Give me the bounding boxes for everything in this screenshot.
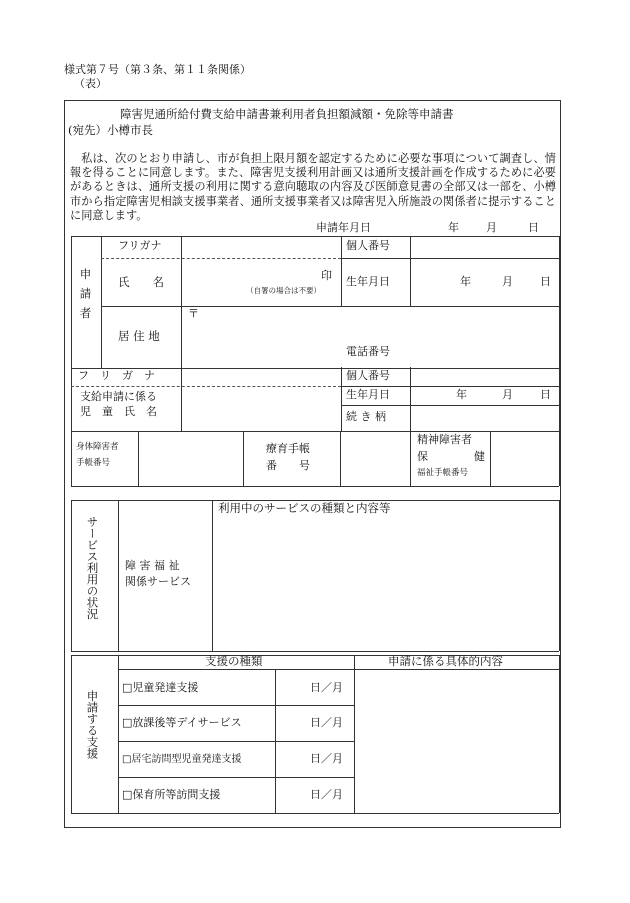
support-item-label[interactable]: □保育所等訪問支援 [122, 788, 221, 801]
support-item-label[interactable]: □放課後等デイサービス [122, 716, 242, 729]
physical-cert-label-line2: 手帳番号 [76, 458, 111, 468]
form-number: 様式第７号（第３条、第１１条関係） [64, 63, 251, 76]
form-title: 障害児通所給付費支給申請書兼利用者負担額減額・免除等申請書 [120, 107, 454, 121]
service-status-section-label: サービス利用の状況 [85, 516, 100, 620]
seal-label: 印 [321, 269, 332, 282]
application-date-month: 月 [486, 221, 497, 234]
child-birth-day: 日 [540, 388, 551, 401]
support-item-label[interactable]: □児童発達支援 [122, 681, 199, 694]
applicant-address-label: 居 住 地 [118, 329, 160, 343]
mental-cert-label-line1: 精神障害者 [417, 433, 472, 446]
welfare-service-label-line2: 関係サービス [125, 575, 191, 588]
applicant-birth-day: 日 [540, 275, 551, 288]
applicant-birthdate-label: 生年月日 [346, 275, 390, 288]
application-date-day: 日 [528, 221, 539, 234]
applicant-birth-month: 月 [502, 275, 513, 288]
physical-cert-label-line1: 身体障害者 [76, 442, 119, 452]
welfare-service-label-line1: 障 害 福 祉 [125, 559, 180, 572]
support-item-unit: 日／月 [310, 716, 343, 729]
ryoiku-label-line2: 番 号 [266, 459, 310, 472]
child-name-label-line2: 児 童 氏 名 [80, 405, 157, 418]
consent-paragraph: 私は、次のとおり申請し、市が負担上限月額を認定するために必要な事項について調査し、情報を得ることに同意します。また、障害児支援利用計画又は通所支援計画を作成するために必要があるときは、通所支援の利用に関する意向聴取の内容及び医師意見書の全部又は一部を、小樽市から指定障害児相談支援事業者、通所支援事業者又は障害児入所施設の関係者に提示することに同意します。 [70, 152, 556, 222]
application-date-year: 年 [448, 221, 459, 234]
support-item-unit: 日／月 [310, 681, 343, 694]
applicant-birth-year: 年 [460, 275, 471, 288]
applicant-personal-number-label: 個人番号 [346, 239, 390, 252]
support-item-unit: 日／月 [310, 752, 343, 765]
child-birth-month: 月 [502, 388, 513, 401]
support-request-section-label: 申請する支援 [85, 690, 100, 759]
service-status-header: 利用中のサービスの種類と内容等 [218, 501, 391, 515]
mental-cert-label-line2b: 健 [474, 450, 485, 463]
seal-note: （自署の場合は不要） [246, 286, 321, 295]
form-side: （表） [74, 77, 107, 90]
applicant-section-label: 申請者 [78, 268, 93, 327]
mental-cert-label-line2a: 保 [417, 450, 428, 463]
child-personal-number-label: 個人番号 [346, 369, 390, 382]
child-furigana-label: フ リ ガ ナ [78, 369, 155, 382]
support-type-header: 支援の種類 [205, 654, 263, 668]
addressee: (宛先）小樽市長 [68, 123, 153, 137]
application-date-label: 申請年月日 [316, 221, 371, 234]
support-detail-header: 申請に係る具体的内容 [388, 654, 503, 668]
applicant-name-label: 氏 名 [118, 275, 164, 289]
child-birthdate-label: 生年月日 [346, 388, 390, 401]
postal-mark: 〒 [188, 307, 199, 320]
child-name-label-line1: 支給申請に係る [80, 390, 157, 403]
support-item-label[interactable]: □居宅訪問型児童発達支援 [122, 754, 242, 765]
ryoiku-label-line1: 療育手帳 [266, 442, 310, 455]
child-birth-year: 年 [456, 388, 467, 401]
applicant-phone-label: 電話番号 [346, 345, 390, 358]
applicant-furigana-label: フリガナ [118, 239, 162, 252]
support-item-unit: 日／月 [310, 788, 343, 801]
mental-cert-label-line3: 福祉手帳番号 [417, 468, 469, 478]
child-relationship-label: 続 き 柄 [346, 410, 386, 423]
